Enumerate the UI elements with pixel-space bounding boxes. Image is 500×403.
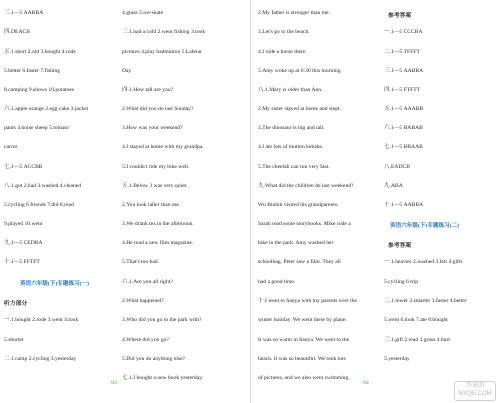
section-banner: 英语六年级(下)专题练习(一): [20, 281, 89, 287]
section-heading: 听力部分: [4, 301, 28, 307]
answer-line: 5.Amy woke up at 6:30 this morning.: [258, 68, 342, 74]
answer-line: 2.What did you do last Sunday?: [122, 106, 194, 112]
answer-line: 4.Where did you go?: [122, 337, 169, 343]
answer-line: 4.I ate lots of mutton kebabs.: [258, 144, 324, 150]
answer-line: beach. It was so beautiful. We took lots: [258, 356, 346, 362]
section-heading: 参考答案: [388, 13, 412, 19]
answer-line: 八.EADCB: [384, 164, 410, 170]
answer-line: 3.How was your weekend?: [122, 125, 183, 131]
answer-line: winter holiday. We went there by plane.: [258, 317, 347, 323]
answer-line: 五.1.short 2.old 3.bought 4.rode: [4, 49, 76, 55]
answer-line: 三.1—5 AABBA: [384, 68, 424, 74]
answer-line: 3.Let's go to the beach.: [258, 29, 310, 35]
section-heading: 参考答案: [388, 243, 412, 249]
answer-line: 十.1—5 FFTFT: [4, 259, 40, 265]
answer-line: 六.1—5 BABAB: [384, 125, 423, 131]
answer-line: 四.1—5 FTFTT: [384, 87, 421, 93]
answer-line: Sarah read some storybooks. Mike rode a: [258, 221, 351, 227]
page-number-left: · 63 ·: [108, 380, 121, 386]
answer-line: 5.I couldn't ride my bike well.: [122, 164, 190, 170]
answer-line: pictures 4.play badminton 5.Labour: [122, 49, 203, 55]
answer-line: 4.grass 5.ice-skate: [122, 10, 164, 16]
answer-line: 二.1.camp 2.cycling 3.yesterday: [4, 356, 77, 362]
answer-line: 四.DEACB: [4, 29, 30, 35]
answer-line: 5.The cheetah can run very fast.: [258, 164, 330, 170]
answer-line: 十.I went to Sanya with my parents over the: [258, 298, 357, 304]
answer-line: 5.cycling 6.friends 7.did 8.read: [4, 202, 74, 208]
answer-line: 七.1—5 ACCBB: [4, 164, 43, 170]
answer-line: 五.1—5 AAABB: [384, 106, 424, 112]
answer-line: 2.My sister stayed at home and slept.: [258, 106, 341, 112]
answer-line: 八.1.got 2.had 3.washed 4.cleaned: [4, 183, 82, 189]
answer-line: 4.I rode a horse there.: [258, 49, 307, 55]
answer-line: of pictures, and we also went swimming.: [258, 375, 350, 381]
answer-line: 九.What did the children do last weekend?: [258, 183, 354, 189]
answer-line: It was so warm in Sanya. We went to the: [258, 337, 350, 343]
section-banner: 英语六年级(下)专题练习(二): [390, 223, 459, 229]
answer-line: 8.camping 9.shows 10.potatoes: [4, 87, 75, 93]
answer-line: 三.1.gift 2.read 3.grass 4.hurt: [384, 337, 450, 343]
answer-line: 5.yesterday: [384, 356, 410, 362]
answer-line: 5.Did you do anything else?: [122, 356, 185, 362]
answer-line: 3.Who did you go to the park with?: [122, 317, 202, 323]
answer-line: 五.1.Below, I was very quiet.: [122, 183, 188, 189]
answer-line: 一.1—5 CCCBA: [384, 29, 423, 35]
answer-line: 二.1—5 TFFFT: [384, 49, 420, 55]
answer-line: 5.went 6.took 7.ate 8.bought: [384, 317, 448, 323]
watermark-logo: 答案圈 MXQE.COM: [454, 381, 496, 401]
answer-line: 5.cycling 6.trip: [384, 279, 419, 285]
answer-line: 3.The dinosaur is big and tall.: [258, 125, 325, 131]
answer-line: 2.What happened?: [122, 298, 164, 304]
answer-line: 5.better 6.faster 7.fishing: [4, 68, 61, 74]
column-divider: [250, 0, 251, 403]
answer-line: 9.played 10.went: [4, 221, 43, 227]
answer-line: 二.1.lower 2.smarter 3.faster 4.better: [384, 298, 467, 304]
answer-line: 5.That's too bad.: [122, 259, 160, 265]
answer-line: 六.1.apple orange 2.egg cake 3.jacket: [4, 106, 89, 112]
answer-line: 一.1.heavier 2.washed 3.felt 4.gifts: [384, 259, 463, 265]
answer-line: 5.shorter: [4, 337, 24, 343]
answer-line: 2.You look taller than me.: [122, 202, 181, 208]
answer-line: 4.He read a new film magazine.: [122, 240, 194, 246]
answer-line: 七.1—5 BBAAB: [384, 144, 423, 150]
answer-line: 七.1.I bought a new book yesterday.: [122, 375, 204, 381]
answer-line: 三.1—5 AABBA: [4, 10, 44, 16]
answer-line: 十.1—5 AABBA: [384, 202, 424, 208]
answer-line: Wu Binbin visited his grandparents.: [258, 202, 339, 208]
answer-line: had a good time.: [258, 279, 296, 285]
answer-line: 一.1.bought 2.rode 3.went 4.took: [4, 317, 79, 323]
answer-line: carrot: [4, 144, 18, 150]
answer-line: 4.I stayed at home with my grandpa.: [122, 144, 204, 150]
answer-line: 九.1—5 CEDBA: [4, 240, 43, 246]
answer-line: 八.1.Mary is older than Ann.: [258, 87, 323, 93]
answer-line: 三.1.had a cold 2.went fishing 3.took: [122, 29, 206, 35]
page-number-right: · 64 ·: [360, 380, 373, 386]
answer-line: 2.My father is stronger than me.: [258, 10, 330, 16]
answer-line: pants 4.horse sheep 5.tomato: [4, 125, 69, 131]
answer-line: bike in the park. Amy washed her: [258, 240, 334, 246]
answer-line: 九.ABA: [384, 183, 403, 189]
answer-line: 六.1.Are you all right?: [122, 279, 173, 285]
answer-line: Day: [122, 68, 132, 74]
answer-line: schoolbag. Peter saw a film. They all: [258, 259, 341, 265]
answer-line: 四.1.How tall are you?: [122, 87, 174, 93]
answer-line: 3.We drank tea in the afternoon.: [122, 221, 194, 227]
